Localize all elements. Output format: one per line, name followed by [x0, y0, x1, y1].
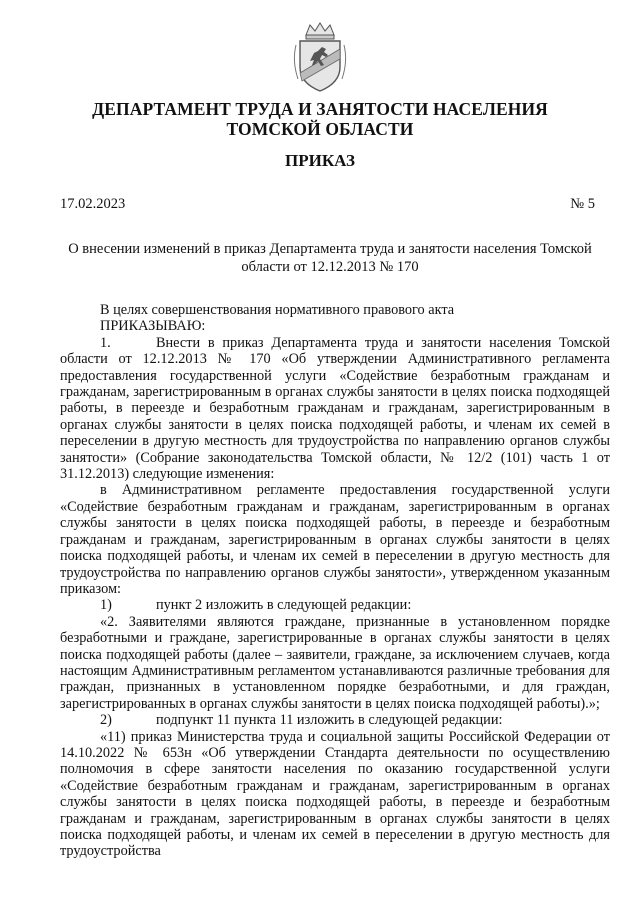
- regulation-intro: в Административном регламенте предоставления государственной услуги «Содействие безработным гражданам и гражданам, зарегистрированным в органах службы занятости в целях поиска подходящей работы, в переезде и безработным гражданам и гражданам, зарегистрированным в органах службы занятости в целях поиска подходящей работы, и членам их семей в переселении в другую местность для трудоустройства по направлению органов службы занятости», утвержденном указанным приказом:: [60, 482, 610, 597]
- order-body: [60, 302, 610, 860]
- order-subject: О внесении изменений в приказ Департамента труда и занятости населения Томской области от 12.12.2013 № 170: [68, 241, 592, 275]
- order-number: № 5: [570, 196, 595, 212]
- order-keyword: ПРИКАЗЫВАЮ:: [100, 318, 206, 335]
- item-1: [60, 335, 610, 483]
- department-name-line2: ТОМСКОЙ ОБЛАСТИ: [226, 119, 414, 139]
- subitem-1-quote: «2. Заявителями являются граждане, признанные в установленном порядке безработными и граждане, зарегистрированные в органах службы занятости в целях поиска подходящей работы (далее – заявители, граждане, за исключением случаев, когда настоящим Административным регламентом устанавливаются различные требования для граждан, признанных в установленном порядке безработными, и для граждан, зарегистрированных в органах службы занятости в целях поиска подходящей работы).»;: [60, 613, 610, 712]
- document-type-title: ПРИКАЗ: [285, 151, 355, 170]
- subitem-1-text: пункт 2 изложить в следующей редакции:: [156, 597, 412, 614]
- subitem-1-number: 1): [100, 597, 112, 614]
- item-1-number: 1.: [100, 334, 111, 351]
- tomsk-coat-of-arms-icon: [288, 21, 352, 93]
- subitem-2-text: подпункт 11 пункта 11 изложить в следующей редакции:: [156, 712, 503, 729]
- preamble: В целях совершенствования нормативного правового акта: [100, 302, 455, 318]
- item-1-text: Внести в приказ Департамента труда и занятости населения Томской области от 12.12.2013 № 170 «Об утверждении Административного регламента предоставления государственной услуги «Содействие безработным гражданам и гражданам, зарегистрированным в органах службы занятости в целях поиска подходящей работы, в переезде и безработным гражданам и гражданам, зарегистрированным в органах службы занятости в целях поиска подходящей работы, и членам их семей в переселении в другую местность для трудоустройства по направлению органов службы занятости» (Собрание законодательства Томской области, № 12/2 (101) часть 1 от 31.12.2013) следующие изменения:: [60, 334, 610, 483]
- department-name-line1: ДЕПАРТАМЕНТ ТРУДА И ЗАНЯТОСТИ НАСЕЛЕНИЯ: [92, 99, 548, 119]
- subitem-2-number: 2): [100, 712, 112, 729]
- subitem-1: [60, 597, 610, 613]
- order-date: 17.02.2023: [60, 196, 126, 212]
- subitem-2: [60, 712, 610, 728]
- subitem-2-quote: «11) приказ Министерства труда и социальной защиты Российской Федерации от 14.10.2022 № 653н «Об утверждении Стандарта деятельности по осуществлению полномочия в сфере занятости населения по оказанию государственной услуги «Содействие безработным гражданам и гражданам, зарегистрированным в органах службы занятости в целях поиска подходящей работы, в переезде и безработным гражданам и гражданам, зарегистрированным в органах службы занятости в целях поиска подходящей работы, и членам их семей в переселении в другую местность для трудоустройства: [60, 728, 610, 860]
